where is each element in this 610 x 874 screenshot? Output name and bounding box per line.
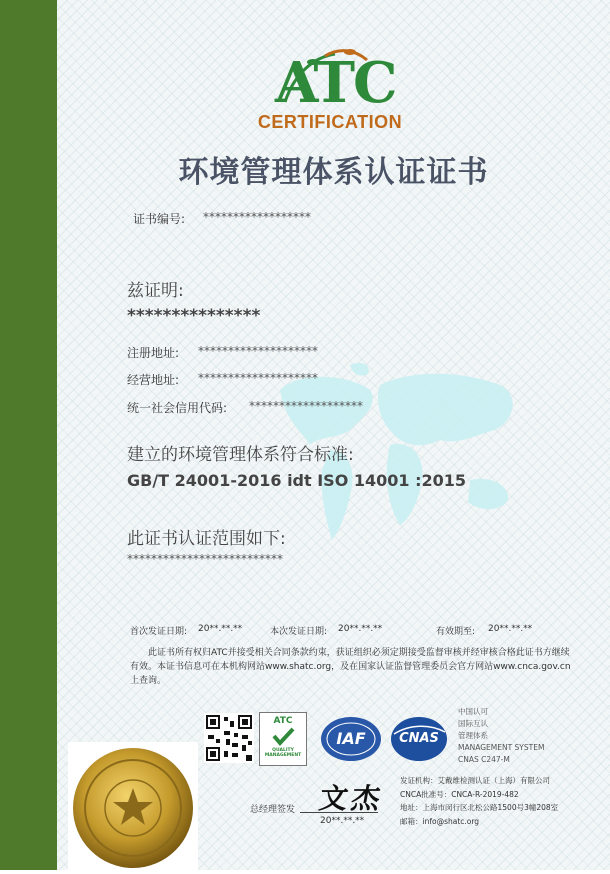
standard-label: 建立的环境管理体系符合标准: [127, 445, 354, 465]
atc-logo [255, 42, 405, 132]
first-issue-date: 20**.**.** [198, 624, 243, 634]
cnas-badge [390, 716, 448, 762]
issuer-address: 地址：上海市闵行区北松公路1500号3幢208室 [400, 803, 559, 812]
ql-badge-bottom: QUALITY MANAGEMENT [264, 748, 302, 758]
valid-until-label: 有效期至: [436, 627, 476, 637]
scope-label: 此证书认证范围如下: [127, 529, 286, 549]
recognition-line4: MANAGEMENT SYSTEM [458, 743, 545, 752]
iaf-text: IAF [336, 729, 366, 748]
standard-value: GB/T 24001-2016 idt ISO 14001 :2015 [127, 471, 467, 490]
quality-management-badge [259, 712, 307, 766]
cert-no-label: 证书编号: [133, 212, 186, 226]
op-address-value: ******************** [198, 371, 318, 385]
cnas-text: CNAS [399, 731, 439, 746]
signature-line [300, 812, 378, 813]
green-sidebar [0, 0, 57, 870]
gold-seal-icon [68, 742, 198, 870]
certificate-title: 环境管理体系认证证书 [178, 155, 489, 190]
hereby-label: 兹证明: [127, 281, 184, 301]
issuer-org: 发证机构：艾戴维检测认证（上海）有限公司 [400, 776, 550, 785]
company-name: *************** [127, 306, 261, 326]
this-issue-date: 20**.**.** [338, 624, 383, 634]
logo-text: ATC [275, 50, 396, 116]
valid-until-date: 20**.**.** [488, 624, 533, 634]
reg-address-label: 注册地址: [127, 346, 180, 360]
recognition-line5: CNAS C247-M [458, 755, 510, 764]
recognition-info [458, 706, 544, 766]
qr-code-icon [204, 713, 254, 763]
recognition-line2: 国际互认 [458, 719, 488, 728]
recognition-line3: 管理体系 [458, 731, 488, 740]
issuer-cnca: CNCA批准号：CNCA-R-2019-482 [400, 789, 519, 799]
credit-code-value: ******************* [249, 399, 363, 413]
scope-value: ************************** [127, 552, 283, 566]
ql-badge-top: ATC [273, 716, 293, 726]
this-issue-label: 本次发证日期: [270, 627, 328, 637]
signature-label: 总经理签发 [250, 805, 296, 815]
gold-seal [68, 742, 198, 870]
signature-date: 20**.**.** [320, 816, 365, 826]
reg-address-value: ******************** [198, 344, 318, 358]
issuer-info [400, 774, 558, 828]
recognition-line1: 中国认可 [458, 707, 488, 716]
first-issue-label: 首次发证日期: [130, 627, 188, 637]
logo-subtitle: CERTIFICATION [257, 112, 403, 132]
credit-code-label: 统一社会信用代码: [127, 401, 228, 415]
certificate-statement: 此证书所有权归ATC并接受相关合同条款约束，获证组织必须定期接受监督审核并经审核合格此证书方继续有效。本证书信息可在本机构网站www.shatc.org，及在国家认证监督管理委员会官方网站www.cnca.gov.cn上查询。 [130, 648, 571, 686]
op-address-label: 经营地址: [127, 373, 180, 387]
cert-no-value: ****************** [203, 210, 311, 224]
issuer-email: 邮箱：info@shatc.org [400, 816, 480, 826]
handwritten-signature: 文杰 [316, 782, 387, 815]
checkmark-icon [260, 726, 306, 748]
iaf-badge [320, 716, 382, 762]
